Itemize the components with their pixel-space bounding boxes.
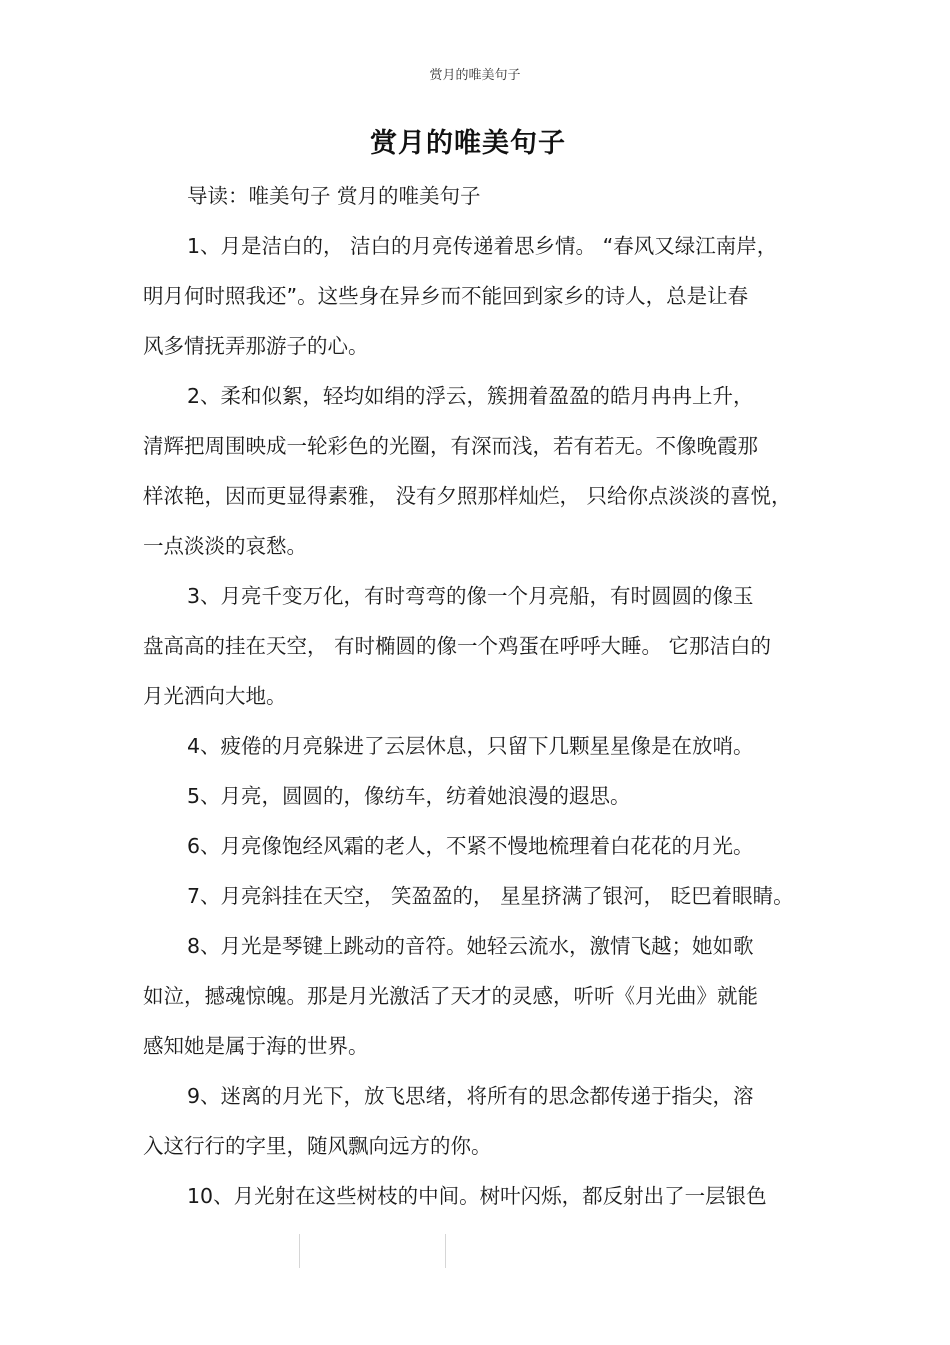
- text-line: 4、疲倦的月亮躲进了云层休息，只留下几颗星星像是在放哨。: [187, 734, 754, 758]
- text-line: 风多情抚弄那游子的心。: [143, 334, 369, 358]
- text-line: 1、月是洁白的， 洁白的月亮传递着思乡情。 “春风又绿江南岸，: [187, 234, 778, 258]
- footer-divider-left: [299, 1234, 300, 1268]
- text-line: 10、月光射在这些树枝的中间。树叶闪烁，都反射出了一层银色: [187, 1184, 767, 1208]
- text-line: 明月何时照我还”。这些身在异乡而不能回到家乡的诗人，总是让春: [143, 284, 749, 308]
- text-line: 清辉把周围映成一轮彩色的光圈，有深而浅，若有若无。不像晚霞那: [143, 434, 758, 458]
- text-line: 3、月亮千变万化，有时弯弯的像一个月亮船，有时圆圆的像玉: [187, 584, 754, 608]
- text-line: 感知她是属于海的世界。: [143, 1034, 369, 1058]
- text-line: 盘高高的挂在天空， 有时椭圆的像一个鸡蛋在呼呼大睡。 它那洁白的: [143, 634, 772, 658]
- text-line: 2、柔和似絮，轻均如绢的浮云，簇拥着盈盈的皓月冉冉上升，: [187, 384, 754, 408]
- text-line: 8、月光是琴键上跳动的音符。她轻云流水，激情飞越；她如歌: [187, 934, 754, 958]
- text-line: 月光洒向大地。: [143, 684, 287, 708]
- text-line: 样浓艳，因而更显得素雅， 没有夕照那样灿烂， 只给你点淡淡的喜悦，: [143, 484, 792, 508]
- text-line: 6、月亮像饱经风霜的老人，不紧不慢地梳理着白花花的月光。: [187, 834, 754, 858]
- text-line: 如泣，撼魂惊魄。那是月光激活了天才的灵感，听听《月光曲》就能: [143, 984, 758, 1008]
- text-line: 入这行行的字里，随风飘向远方的你。: [143, 1134, 492, 1158]
- footer-divider-right: [445, 1234, 446, 1268]
- lead-line: 导读：唯美句子 赏月的唯美句子: [187, 184, 481, 208]
- text-line: 5、月亮，圆圆的，像纺车，纺着她浪漫的遐思。: [187, 784, 631, 808]
- text-line: 9、迷离的月光下，放飞思绪，将所有的思念都传递于指尖，溶: [187, 1084, 754, 1108]
- text-line: 7、月亮斜挂在天空， 笑盈盈的， 星星挤满了银河， 眨巴着眼睛。: [187, 884, 794, 908]
- text-line: 一点淡淡的哀愁。: [143, 534, 307, 558]
- running-header: 赏月的唯美句子: [429, 68, 521, 83]
- document-title: 赏月的唯美句子: [370, 128, 566, 159]
